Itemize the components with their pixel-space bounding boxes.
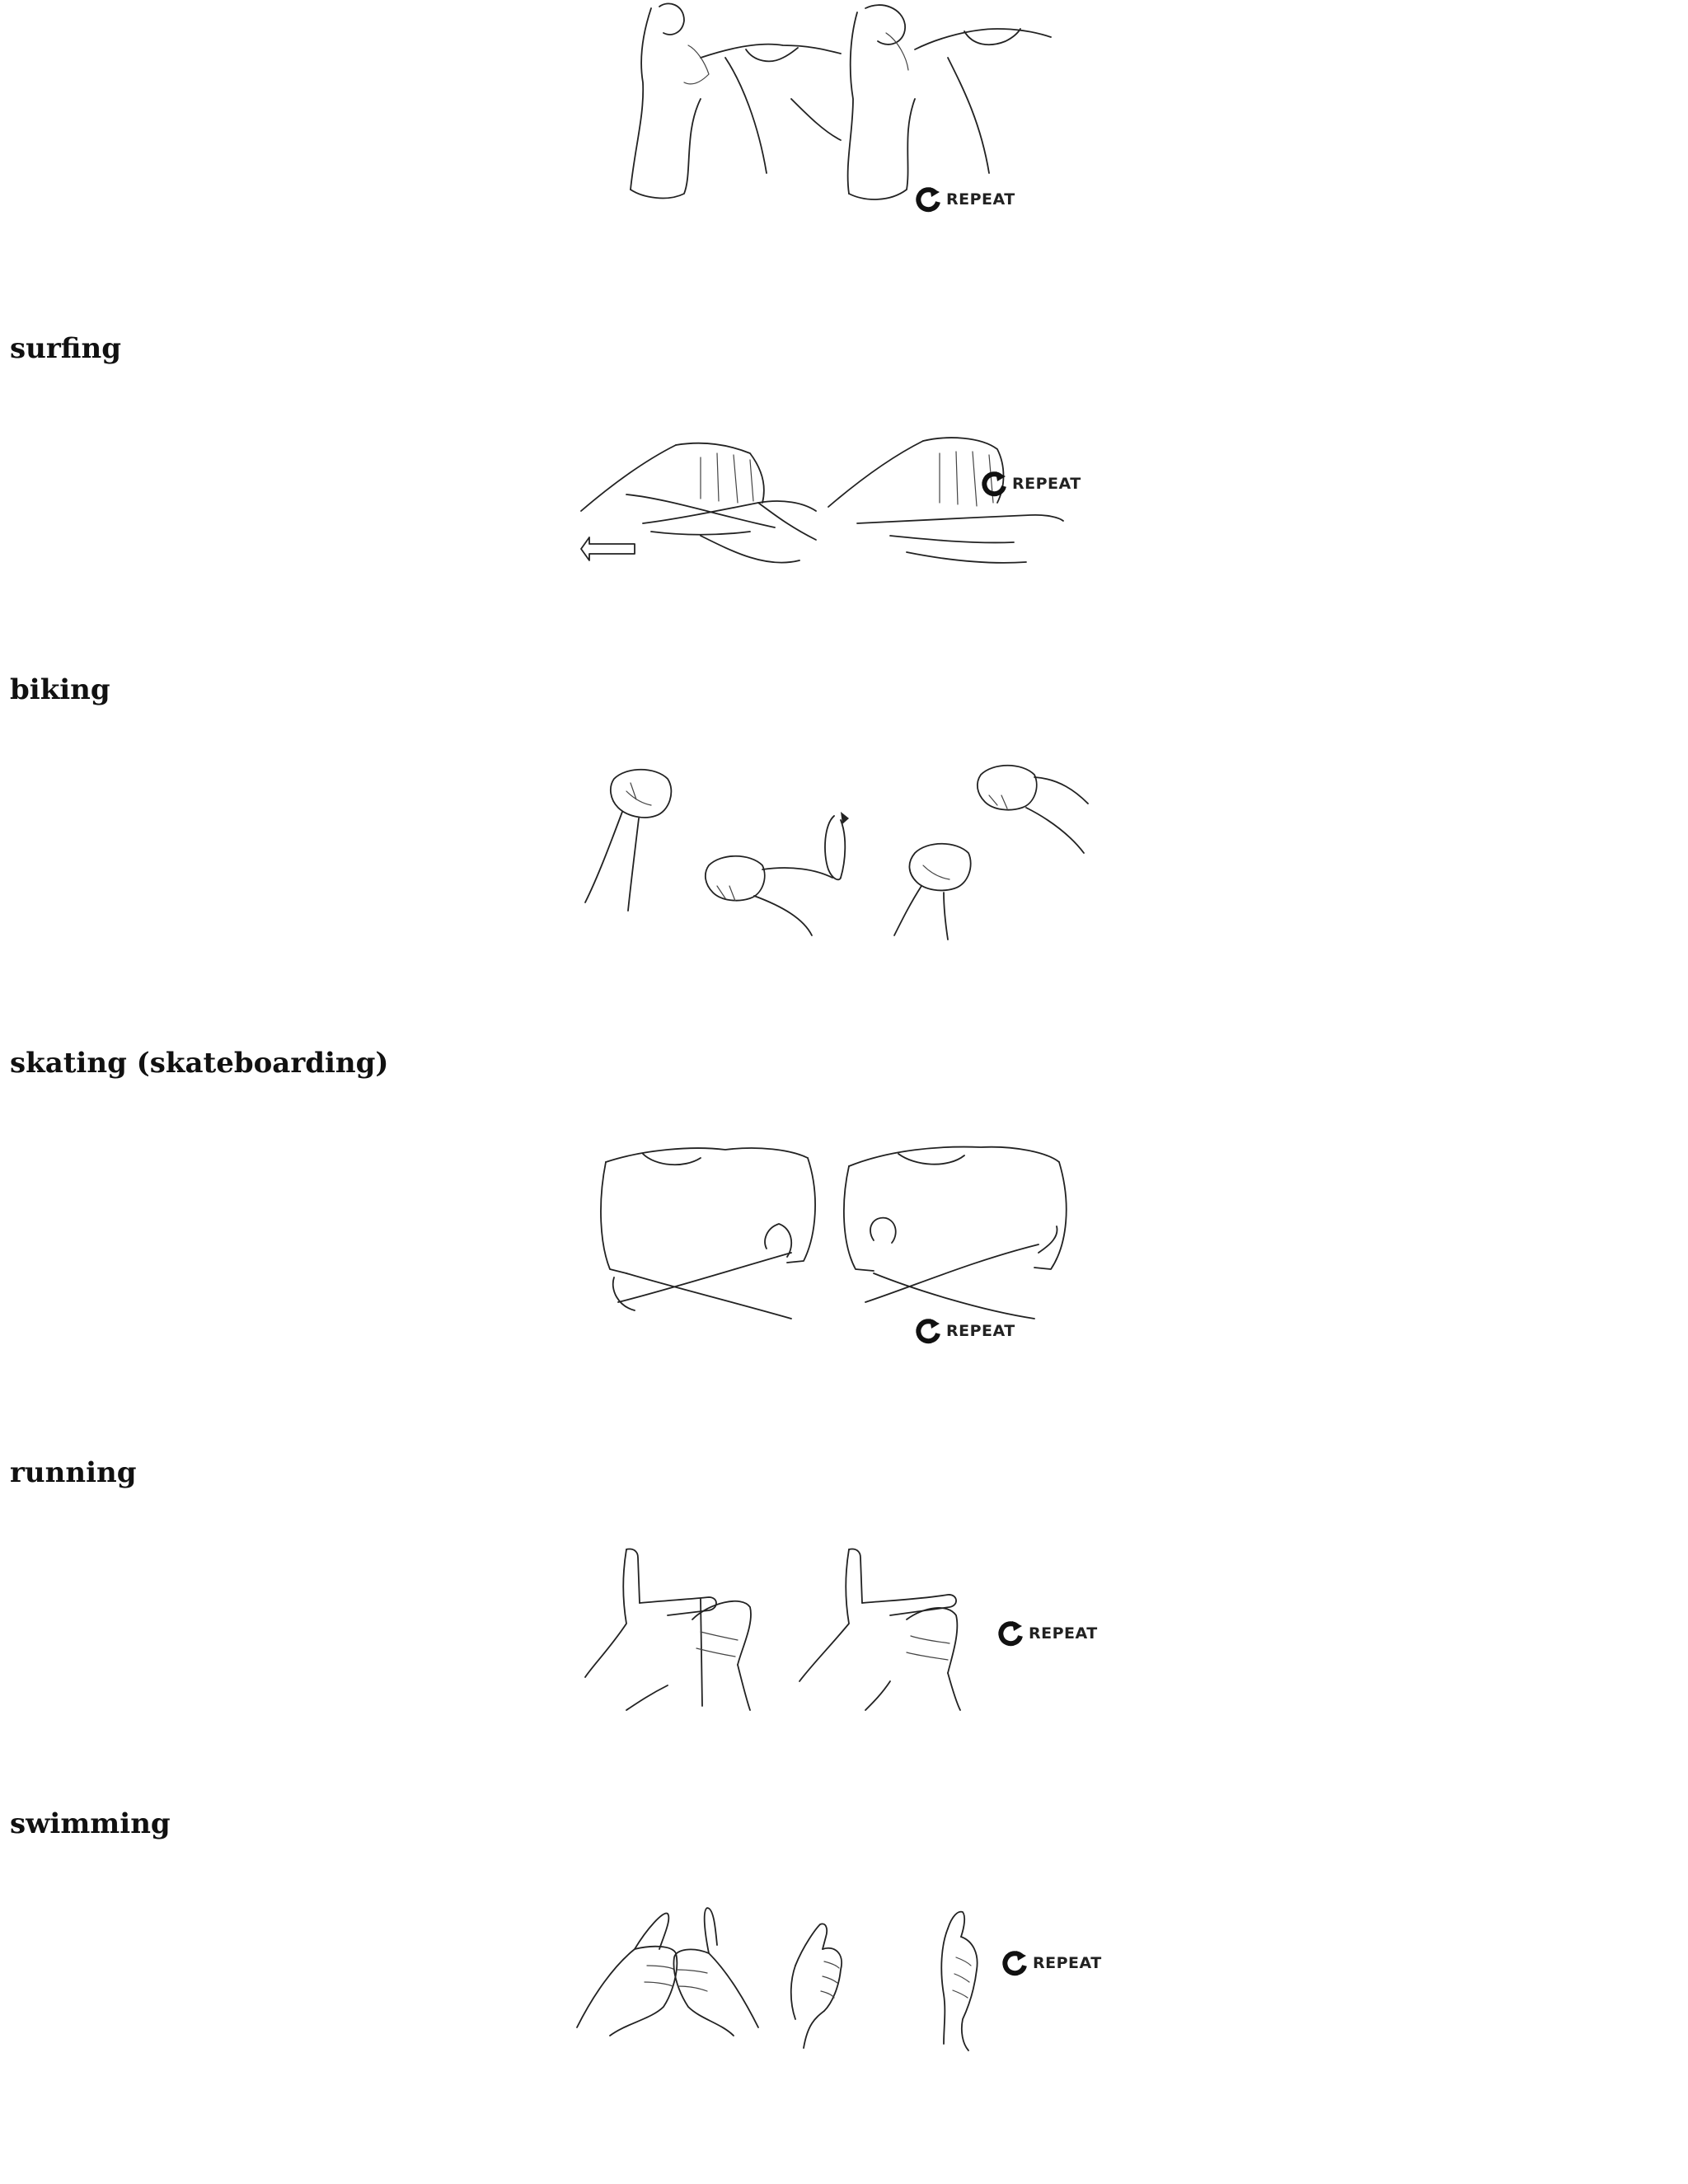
repeat-label: REPEAT [946,190,1015,209]
swimming-illustration [569,1887,1104,2052]
wrist-grasp-illustration [602,0,1063,231]
repeat-indicator [915,185,1015,213]
skating-panel-right [844,1147,1067,1319]
surfing-illustration [577,420,1088,577]
repeat-arrow-icon [981,470,1009,498]
repeat-arrow-icon [1001,1949,1029,1977]
swimming-panel-single-hand [791,1924,842,2048]
biking-illustration [577,754,1104,944]
repeat-label: REPEAT [1012,475,1081,493]
wrist-grasp-panel-left [631,3,841,198]
repeat-indicator [981,470,1081,498]
section-heading-swimming: swimming [10,1807,171,1840]
repeat-indicator [915,1317,1015,1345]
repeat-label: REPEAT [946,1322,1015,1340]
repeat-label: REPEAT [1033,1954,1102,1972]
repeat-indicator [997,1619,1098,1647]
biking-fist-lower-right [894,844,971,940]
surfing-panel-left [581,443,816,563]
repeat-arrow-icon [915,185,943,213]
repeat-indicator [1001,1949,1102,1977]
repeat-arrow-icon [915,1317,943,1345]
section-heading-biking: biking [10,673,110,706]
repeat-arrow-icon [997,1619,1025,1647]
section-heading-running: running [10,1456,137,1489]
biking-fist-upper-left [585,770,671,911]
biking-fist-upper-right [978,766,1088,853]
running-panel-right [799,1549,960,1710]
surfing-panel-right [828,438,1063,563]
repeat-label: REPEAT [1029,1624,1098,1643]
swimming-panel-side-hand [941,1912,977,2050]
skating-illustration [593,1137,1088,1352]
running-illustration [577,1541,1104,1714]
rotation-arrow-icon [825,812,849,879]
section-heading-skating: skating (skateboarding) [10,1047,389,1080]
running-panel-left [585,1549,751,1710]
wrist-grasp-panel-right [848,5,1051,199]
section-heading-surfing: surfing [10,332,121,365]
biking-fist-lower-left [706,856,832,935]
skating-panel-left [601,1148,815,1319]
swimming-panel-hands-together [577,1908,758,2036]
